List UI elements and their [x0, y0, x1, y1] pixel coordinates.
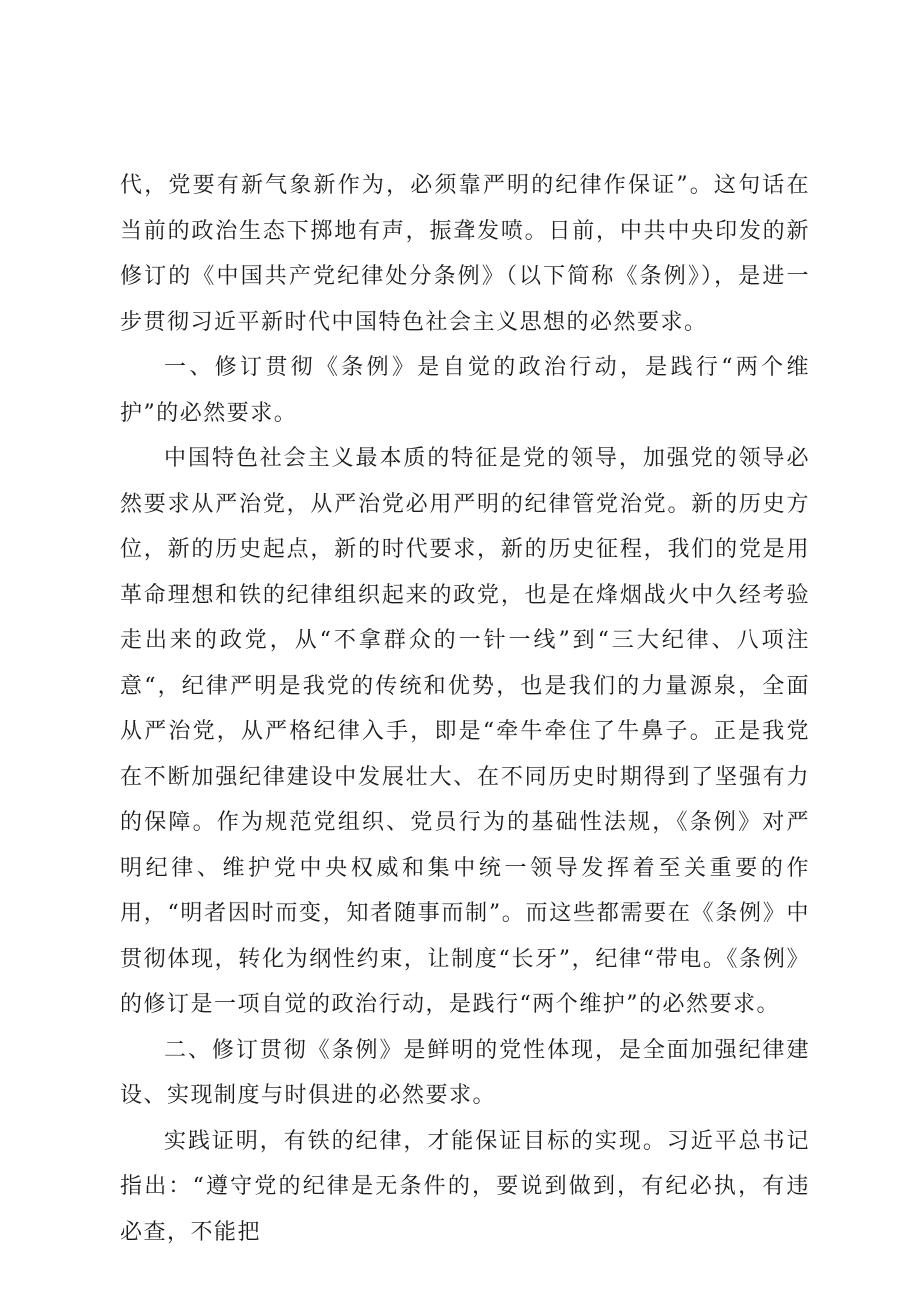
section-heading-two: 二、修订贯彻《条例》是鲜明的党性体现，是全面加强纪律建设、实现制度与时俱进的必然要求。 [120, 1037, 810, 1108]
document-body [120, 163, 810, 1255]
paragraph-practice-proves: 实践证明，有铁的纪律，才能保证目标的实现。习近平总书记指出：“遵守党的纪律是无条件的，要说到做到，有纪必执，有违必查，不能把 [120, 1128, 810, 1245]
paragraph-continued-intro: 代，党要有新气象新作为，必须靠严明的纪律作保证”。这句话在当前的政治生态下掷地有声，振聋发喷。日前，中共中央印发的新修订的《中国共产党纪律处分条例》（以下简称《条例》），是进一步贯彻习近平新时代中国特色社会主义思想的必然要求。 [120, 173, 810, 335]
paragraph-party-leadership: 中国特色社会主义最本质的特征是党的领导，加强党的领导必然要求从严治党，从严治党必用严明的纪律管党治党。新的历史方位，新的历史起点，新的时代要求，新的历史征程，我们的党是用革命理想和铁的纪律组织起来的政党，也是在烽烟战火中久经考验走出来的政党，从“不拿群众的一针一线”到“三大纪律、八项注意“，纪律严明是我党的传统和优势，也是我们的力量源泉，全面从严治党，从严格纪律入手，即是“牵牛牵住了牛鼻子。正是我党在不断加强纪律建设中发展壮大、在不同历史时期得到了坚强有力的保障。作为规范党组织、党员行为的基础性法规，《条例》对严明纪律、维护党中央权威和集中统一领导发挥着至关重要的作用，“明者因时而变，知者随事而制”。而这些都需要在《条例》中贯彻体现，转化为纲性约束，让制度“长牙”，纪律“带电。《条例》的修订是一项自觉的政治行动，是践行“两个维护”的必然要求。 [120, 446, 810, 1017]
section-heading-one: 一、修订贯彻《条例》是自觉的政治行动，是践行“两个维护”的必然要求。 [120, 355, 810, 426]
